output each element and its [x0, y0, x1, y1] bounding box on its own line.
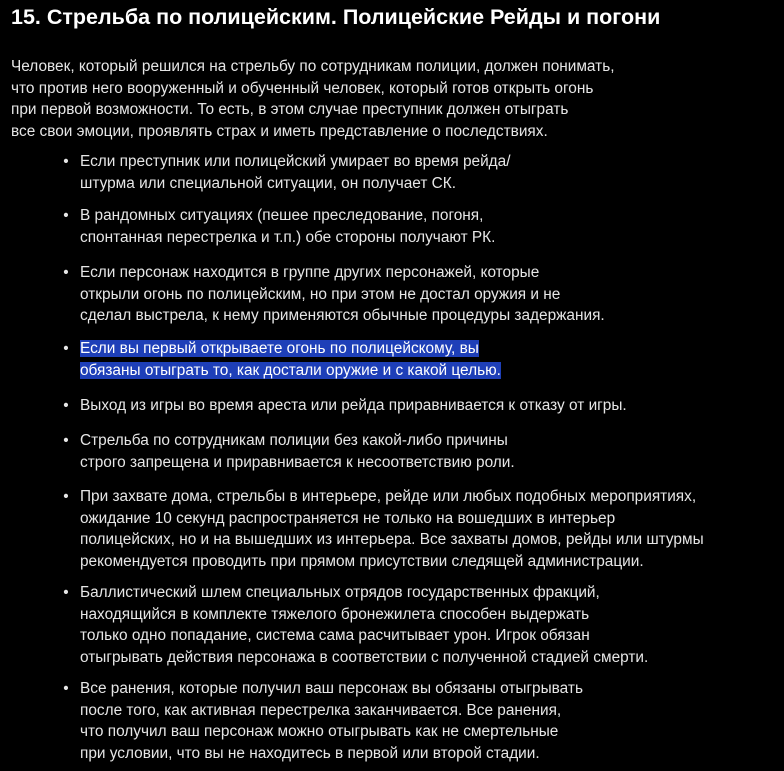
rule-line-selected[interactable] [80, 338, 501, 360]
rule-line: Если персонаж находится в группе других персонажей, которые [80, 264, 540, 281]
intro-line: что против него вооруженный и обученный человек, который готов открыть огонь [11, 79, 594, 97]
intro-line: Человек, который решился на стрельбу по сотрудникам полиции, должен понимать, [11, 58, 615, 75]
bullet-icon: • [63, 264, 69, 281]
intro-paragraph [11, 56, 615, 142]
rule-line-selected[interactable] [80, 360, 501, 382]
rule-line: полицейских, но и на вышедших из интерьера. Все захваты домов, рейды или штурмы [80, 531, 704, 548]
intro-line: при первой возможности. То есть, в этом случае преступник должен отыграть [11, 101, 569, 118]
rule-line: рекомендуется проводить при прямом присутствии следящей администрации. [80, 552, 644, 570]
rule-line: только одно попадание, система сама расчитывает урон. Игрок обязан [80, 627, 590, 644]
bullet-icon: • [63, 397, 69, 414]
rule-line: При захвате дома, стрельбы в интерьере, рейде или любых подобных мероприятиях, [80, 488, 697, 505]
bullet-icon: • [63, 207, 69, 224]
rule-item-wounds [63, 678, 583, 764]
selected-text[interactable]: обязаны отыграть то, как достали оружие и с какой целью. [80, 361, 501, 379]
rule-line: открыли огонь по полицейским, но при этом не достал оружия и не [80, 285, 561, 303]
rule-line: ожидание 10 секунд распространяется не только на вошедших в интерьер [80, 509, 616, 527]
rule-line: Стрельба по сотрудникам полиции без какой-либо причины [80, 432, 508, 449]
rule-line: штурма или специальной ситуации, он получает СК. [80, 174, 457, 192]
rule-line: Баллистический шлем специальных отрядов государственных фракций, [80, 584, 600, 601]
bullet-icon: • [63, 432, 69, 449]
rule-line: Выход из игры во время ареста или рейда приравнивается к отказу от игры. [80, 397, 627, 414]
rule-item-random-situations [63, 205, 496, 248]
rule-line: Если преступник или полицейский умирает во время рейда/ [80, 153, 511, 170]
rule-item-group-detention [63, 262, 605, 327]
intro-line: все свои эмоции, проявлять страх и иметь представление о последствиях. [11, 122, 548, 140]
bullet-icon: • [63, 153, 69, 170]
rule-line: строго запрещена и приравнивается к несоответствию роли. [80, 453, 515, 471]
bullet-icon: • [63, 584, 69, 601]
rule-item-srk [63, 151, 511, 194]
rule-item-ballistic-helmet [63, 582, 649, 668]
rule-line: сделал выстрела, к нему применяются обычные процедуры задержания. [80, 307, 605, 324]
selected-text[interactable]: Если вы первый открываете огонь по полицейскому, вы [80, 340, 479, 357]
rule-item-first-shot[interactable] [63, 338, 501, 381]
rule-line: при условии, что вы не находитесь в первой или второй стадии. [80, 744, 540, 762]
rule-line: что получил ваш персонаж можно отыгрывать как не смертельные [80, 723, 559, 740]
rule-line: после того, как активная перестрелка заканчивается. Все ранения, [80, 701, 562, 719]
rule-line: В рандомных ситуациях (пешее преследование, погоня, [80, 207, 484, 224]
bullet-icon: • [63, 488, 69, 505]
rule-line: Все ранения, которые получил ваш персонаж вы обязаны отыгрывать [80, 680, 583, 697]
rule-line: отыгрывать действия персонажа в соответствии с полученной стадией смерти. [80, 648, 649, 666]
bullet-icon: • [63, 680, 69, 697]
rule-item-no-reason-shooting [63, 430, 515, 473]
rule-line: спонтанная перестрелка и т.п.) обе стороны получают РК. [80, 228, 496, 246]
section-title: 15. Стрельба по полицейским. Полицейские Рейды и погони [11, 5, 661, 29]
rule-line: находящийся в комплекте тяжелого бронежилета способен выдержать [80, 605, 590, 623]
rule-item-quit-game [63, 395, 627, 417]
bullet-icon: • [63, 340, 69, 357]
rule-item-house-capture [63, 486, 704, 572]
